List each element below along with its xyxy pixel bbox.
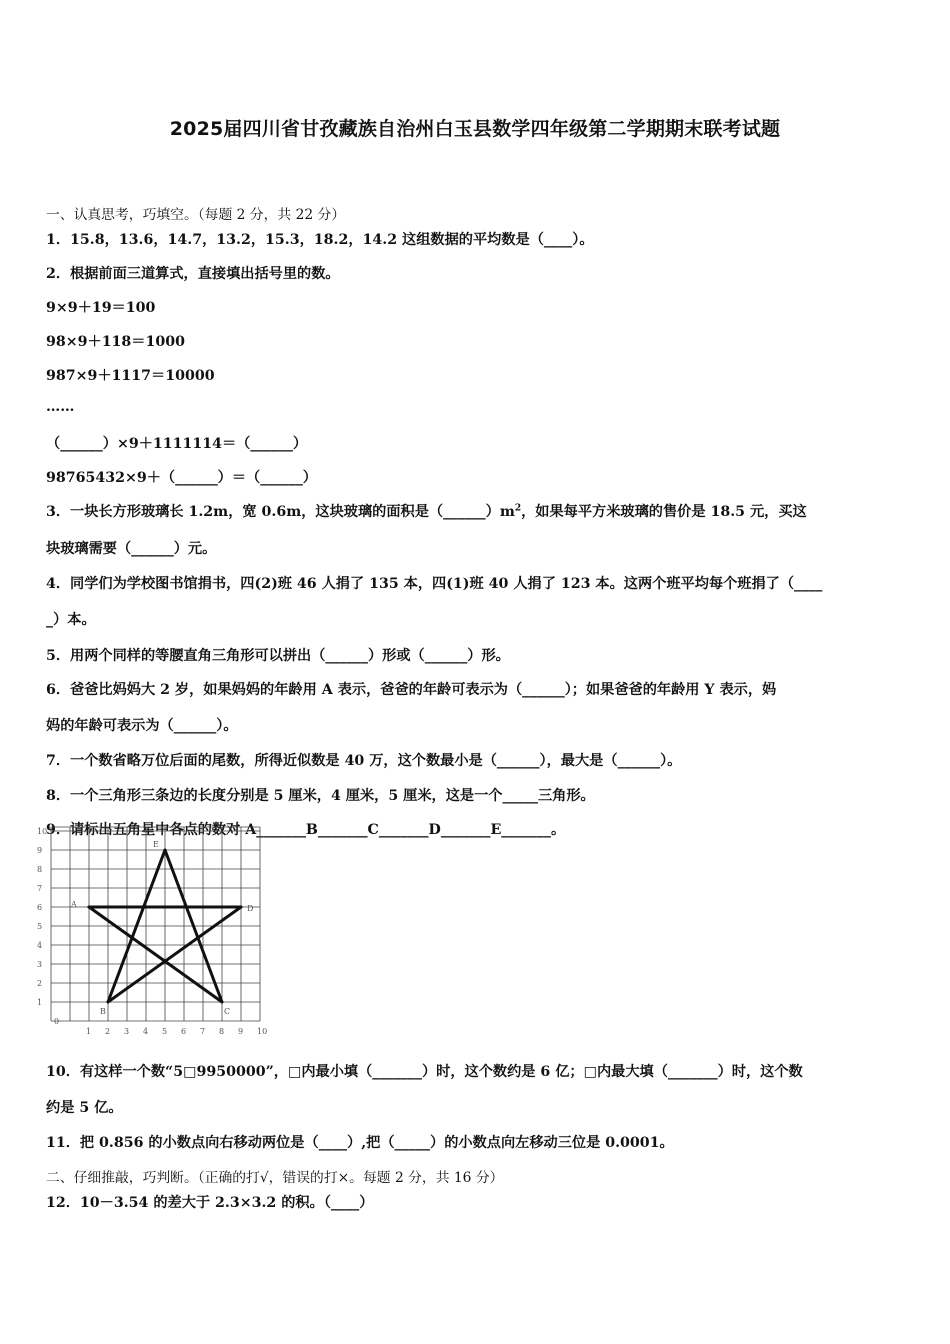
y-tick-label: 9 [37, 846, 43, 855]
question-4-line-2: _）本。 [46, 612, 96, 628]
x-tick-label: 4 [143, 1027, 149, 1036]
question-2-ellipsis: …… [46, 399, 75, 415]
question-3-line-2: 块玻璃需要（______）元。 [46, 541, 217, 557]
origin-label: 0 [54, 1017, 60, 1026]
x-tick-label: 2 [105, 1027, 111, 1036]
question-10-line-2: 约是 5 亿。 [46, 1100, 123, 1116]
question-11: 11．把 0.856 的小数点向右移动两位是（____）,把（_____）的小数点向左移动三位是 0.0001。 [46, 1135, 674, 1151]
star-edge [108, 907, 241, 1002]
y-tick-label: 3 [37, 960, 43, 969]
question-3-text-b: ，如果每平方米玻璃的售价是 18.5 元，买这 [521, 504, 807, 520]
section-heading-2: 二、仔细推敲，巧判断。（正确的打√，错误的打×。每题 2 分，共 16 分） [46, 1170, 504, 1186]
y-tick-label: 7 [37, 884, 43, 893]
x-tick-label: 5 [162, 1027, 168, 1036]
star-point-labels [70, 840, 253, 1016]
point-label-c: C [224, 1007, 231, 1016]
question-4-line-1: 4．同学们为学校图书馆捐书，四(2)班 46 人捐了 135 本，四(1)班 40 人捐了 123 本。这两个班平均每个班捐了（____ [46, 576, 823, 592]
question-3-text-a: 3．一块长方形玻璃长 1.2m，宽 0.6m，这块玻璃的面积是（______）m [46, 504, 515, 520]
point-label-b: B [100, 1007, 106, 1016]
y-tick-label: 5 [37, 922, 43, 931]
question-2: 2．根据前面三道算式，直接填出括号里的数。 [46, 266, 340, 282]
question-8: 8．一个三角形三条边的长度分别是 5 厘米，4 厘米，5 厘米，这是一个_____三角形。 [46, 788, 595, 804]
point-label-e: E [153, 840, 159, 849]
question-2-equation-1: 9×9＋19＝100 [46, 300, 156, 316]
question-2-equation-2: 98×9＋118＝1000 [46, 334, 185, 350]
x-tick-label: 10 [257, 1027, 268, 1036]
question-12: 12．10－3.54 的差大于 2.3×3.2 的积。（____） [46, 1195, 374, 1211]
grid-lines [51, 827, 260, 1021]
question-9: 9．请标出五角星中各点的数对 A_______B_______C_______D_______E_______。 [46, 822, 566, 838]
page-title: 2025届四川省甘孜藏族自治州白玉县数学四年级第二学期期末联考试题 [169, 118, 781, 140]
x-tick-label: 8 [219, 1027, 225, 1036]
x-tick-label: 9 [238, 1027, 244, 1036]
question-2-equation-4: （______）×9＋1111114＝（______） [46, 436, 308, 452]
question-1: 1．15.8，13.6，14.7，13.2，15.3，18.2，14.2 这组数据的平均数是（____）。 [46, 232, 594, 248]
question-7: 7．一个数省略万位后面的尾数，所得近似数是 40 万，这个数最小是（______），最大是（______）。 [46, 753, 682, 769]
grid-tick-labels [37, 827, 267, 1036]
point-label-d: D [247, 904, 254, 913]
question-2-equation-3: 987×9＋1117＝10000 [46, 368, 215, 384]
section-heading-1: 一、认真思考，巧填空。（每题 2 分，共 22 分） [46, 207, 346, 223]
question-3-line-1 [46, 501, 807, 521]
question-3-unit-exponent: 2 [514, 503, 522, 514]
question-10-line-1: 10．有这样一个数“5□9950000”，□内最小填（_______）时，这个数约是 6 亿；□内最大填（_______）时，这个数 [46, 1064, 803, 1080]
star-edge [89, 907, 222, 1002]
y-tick-label: 6 [37, 903, 43, 912]
y-tick-label: 10 [37, 827, 48, 836]
question-6-line-2: 妈的年龄可表示为（______）。 [46, 718, 238, 734]
y-tick-label: 8 [37, 865, 43, 874]
y-tick-label: 1 [37, 998, 43, 1007]
question-2-equation-5: 98765432×9＋（______）＝（______） [46, 470, 317, 486]
y-tick-label: 2 [37, 979, 43, 988]
x-tick-label: 6 [181, 1027, 187, 1036]
y-tick-label: 4 [37, 941, 43, 950]
x-tick-label: 1 [86, 1027, 92, 1036]
x-tick-label: 3 [124, 1027, 130, 1036]
x-tick-label: 7 [200, 1027, 206, 1036]
question-5: 5．用两个同样的等腰直角三角形可以拼出（______）形或（______）形。 [46, 648, 510, 664]
question-6-line-1: 6．爸爸比妈妈大 2 岁，如果妈妈的年龄用 A 表示，爸爸的年龄可表示为（______）；如果爸爸的年龄用 Y 表示，妈 [46, 682, 777, 698]
star-grid-figure [37, 827, 284, 1036]
point-label-a: A [71, 900, 77, 909]
